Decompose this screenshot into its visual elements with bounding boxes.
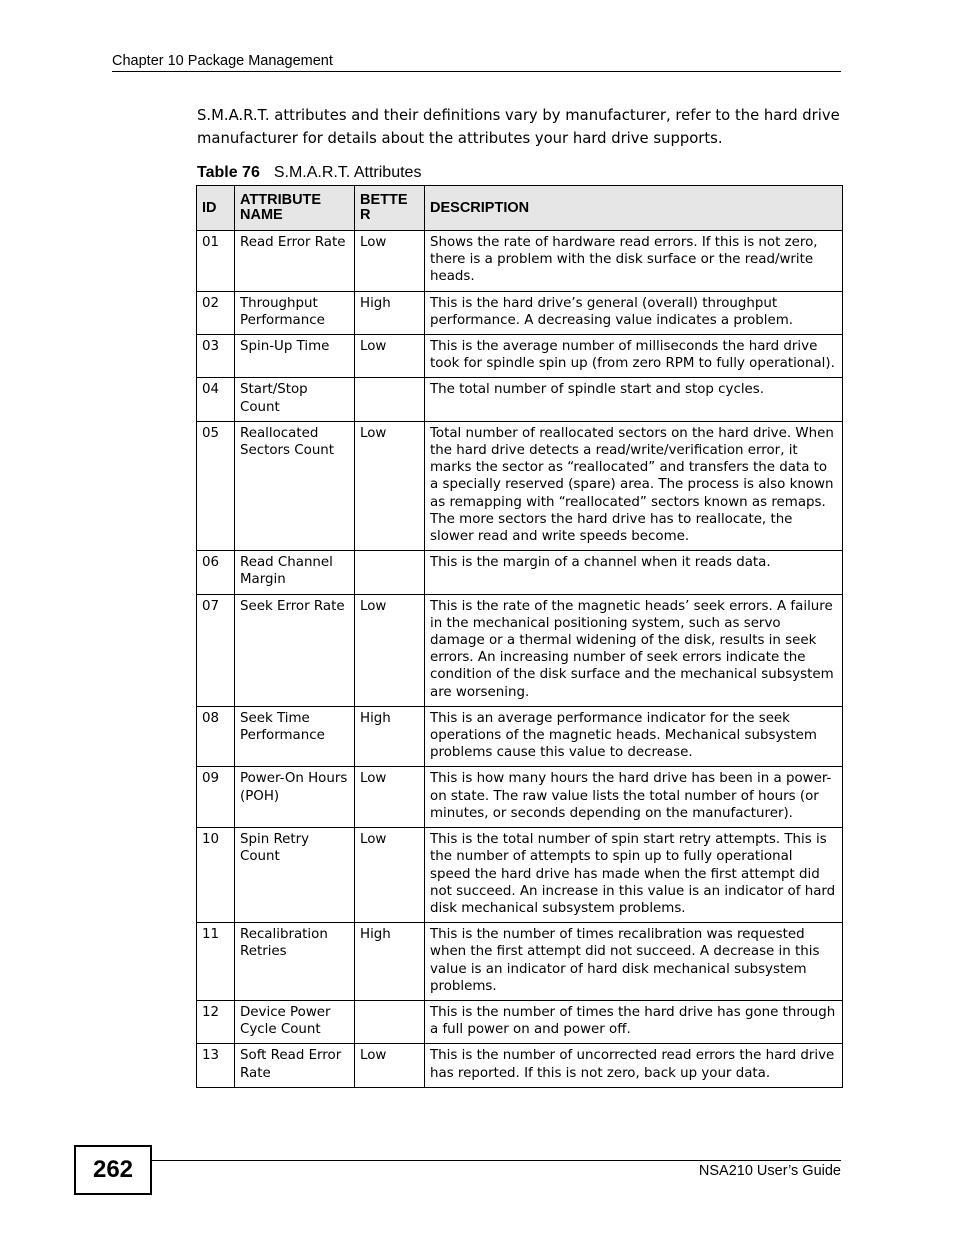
cell-description: This is how many hours the hard drive has been in a power-on state. The raw value lists the total number of hours (or minutes, or seconds depending on the manufacturer). [425,767,843,828]
cell-description: This is the rate of the magnetic heads’ seek errors. A failure in the mechanical positioning system, such as servo damage or a thermal widening of the disk, results in seek errors. An increasing number of seek errors indicate the condition of the disk surface and the mechanical subsystem are worsening. [425,594,843,706]
page-header [112,50,841,72]
cell-name: Recalibration Retries [235,923,355,1001]
column-header-attribute-name: ATTRIBUTE NAME [235,186,355,231]
table-number: Table 76 [197,164,260,181]
cell-name: Read Channel Margin [235,551,355,594]
cell-better [355,1000,425,1043]
cell-name: Reallocated Sectors Count [235,421,355,550]
cell-name: Spin-Up Time [235,335,355,378]
table-row [197,594,843,706]
cell-name: Seek Error Rate [235,594,355,706]
cell-better [355,551,425,594]
cell-description: Shows the rate of hardware read errors. If this is not zero, there is a problem with the disk surface or the read/write heads. [425,231,843,292]
table-row [197,923,843,1001]
cell-description: The total number of spindle start and stop cycles. [425,378,843,421]
chapter-title: Chapter 10 Package Management [112,53,333,69]
smart-attributes-table [196,185,843,1088]
cell-name: Soft Read Error Rate [235,1044,355,1087]
cell-id: 05 [197,421,235,550]
table-row [197,335,843,378]
cell-id: 03 [197,335,235,378]
cell-better: Low [355,421,425,550]
cell-id: 08 [197,706,235,767]
cell-id: 13 [197,1044,235,1087]
table-row [197,551,843,594]
cell-better: High [355,706,425,767]
cell-name: Seek Time Performance [235,706,355,767]
cell-description: This is an average performance indicator for the seek operations of the magnetic heads. Mechanical subsystem problems cause this value to decrease. [425,706,843,767]
table-row [197,421,843,550]
cell-description: Total number of reallocated sectors on the hard drive. When the hard drive detects a read/write/verification error, it marks the sector as “reallocated” and transfers the data to a specially reserved (spare) area. The process is also known as remapping with “reallocated” sectors known as remaps. The more sectors the hard drive has to reallocate, the slower read and write speeds become. [425,421,843,550]
cell-name: Spin Retry Count [235,828,355,923]
cell-better: Low [355,1044,425,1087]
cell-better: High [355,291,425,334]
cell-description: This is the hard drive’s general (overall) throughput performance. A decreasing value indicates a problem. [425,291,843,334]
column-header-better: BETTE R [355,186,425,231]
column-header-description: DESCRIPTION [425,186,843,231]
table-row [197,1000,843,1043]
cell-name: Read Error Rate [235,231,355,292]
table-row [197,1044,843,1087]
cell-better: Low [355,231,425,292]
table-row [197,291,843,334]
cell-name: Throughput Performance [235,291,355,334]
table-caption [197,163,421,183]
cell-id: 11 [197,923,235,1001]
cell-better: Low [355,828,425,923]
cell-better: High [355,923,425,1001]
cell-id: 04 [197,378,235,421]
intro-paragraph: S.M.A.R.T. attributes and their definitions vary by manufacturer, refer to the hard drive manufacturer for details about the attributes your hard drive supports. [197,107,840,147]
cell-description: This is the number of times the hard drive has gone through a full power on and power off. [425,1000,843,1043]
table-row [197,231,843,292]
cell-id: 12 [197,1000,235,1043]
cell-id: 09 [197,767,235,828]
cell-description: This is the number of uncorrected read errors the hard drive has reported. If this is not zero, back up your data. [425,1044,843,1087]
cell-name: Start/Stop Count [235,378,355,421]
cell-id: 10 [197,828,235,923]
cell-id: 07 [197,594,235,706]
cell-description: This is the margin of a channel when it reads data. [425,551,843,594]
page-number: 262 [74,1145,152,1195]
cell-better [355,378,425,421]
cell-description: This is the average number of milliseconds the hard drive took for spindle spin up (from zero RPM to fully operational). [425,335,843,378]
cell-id: 02 [197,291,235,334]
cell-id: 06 [197,551,235,594]
cell-description: This is the number of times recalibration was requested when the first attempt did not succeed. A decrease in this value is an indicator of hard disk mechanical subsystem problems. [425,923,843,1001]
table-row [197,828,843,923]
cell-name: Power-On Hours (POH) [235,767,355,828]
cell-better: Low [355,335,425,378]
table-row [197,378,843,421]
cell-better: Low [355,767,425,828]
table-row [197,706,843,767]
table-row [197,767,843,828]
guide-title: NSA210 User’s Guide [698,1163,841,1179]
column-header-id: ID [197,186,235,231]
cell-description: This is the total number of spin start retry attempts. This is the number of attempts to spin up to fully operational speed the hard drive has made when the first attempt did not succeed. An increase in this value is an indicator of hard disk mechanical subsystem problems. [425,828,843,923]
cell-name: Device Power Cycle Count [235,1000,355,1043]
table-header-row [197,186,843,231]
cell-better: Low [355,594,425,706]
cell-id: 01 [197,231,235,292]
table-title: S.M.A.R.T. Attributes [273,164,422,181]
